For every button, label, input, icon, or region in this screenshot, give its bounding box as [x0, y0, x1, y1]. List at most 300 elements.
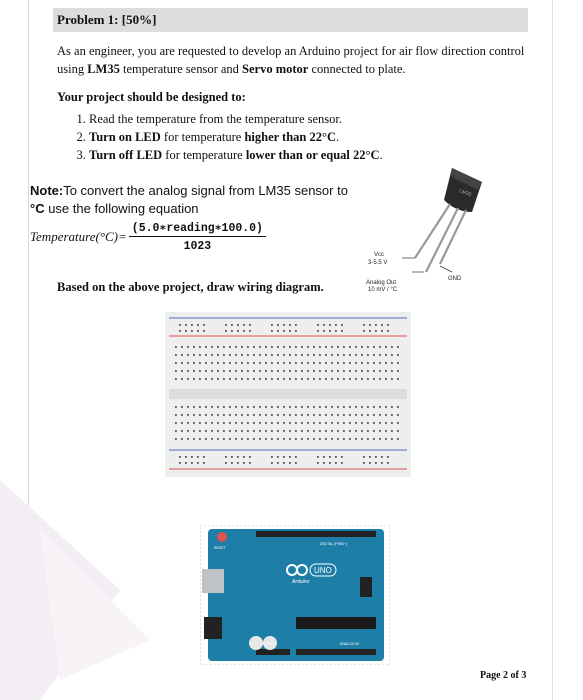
req-end: .: [379, 148, 383, 162]
breadboard-hole: [259, 378, 261, 380]
breadboard-hole: [241, 422, 243, 424]
breadboard-hole: [271, 422, 273, 424]
breadboard-hole: [385, 354, 387, 356]
breadboard-hole: [325, 378, 327, 380]
breadboard-hole: [277, 456, 279, 458]
breadboard-hole: [379, 438, 381, 440]
breadboard-hole: [199, 422, 201, 424]
breadboard-hole: [247, 370, 249, 372]
breadboard-hole: [247, 414, 249, 416]
breadboard-hole: [181, 414, 183, 416]
breadboard-hole: [361, 414, 363, 416]
label-analog-scale: 10 mV / °C: [368, 287, 398, 293]
analog-label: ANALOG IN: [340, 642, 360, 646]
breadboard-hole: [307, 362, 309, 364]
breadboard-hole: [211, 438, 213, 440]
breadboard-hole: [325, 414, 327, 416]
breadboard-hole: [181, 346, 183, 348]
temperature-formula: [30, 220, 266, 253]
breadboard-hole: [363, 324, 365, 326]
breadboard-hole: [373, 422, 375, 424]
breadboard-hole: [265, 362, 267, 364]
breadboard-hole: [199, 370, 201, 372]
breadboard-hole: [211, 422, 213, 424]
breadboard-hole: [391, 414, 393, 416]
breadboard-hole: [295, 346, 297, 348]
breadboard-hole: [175, 430, 177, 432]
intro-paragraph: [57, 42, 532, 78]
breadboard-hole: [185, 330, 187, 332]
breadboard-hole: [331, 378, 333, 380]
breadboard-hole: [373, 414, 375, 416]
breadboard-hole: [259, 414, 261, 416]
breadboard-hole: [259, 362, 261, 364]
breadboard-hole: [265, 370, 267, 372]
breadboard-hole: [369, 456, 371, 458]
breadboard-hole: [235, 346, 237, 348]
breadboard-hole: [235, 414, 237, 416]
breadboard-hole: [229, 406, 231, 408]
reset-button: [217, 532, 227, 542]
breadboard-hole: [211, 362, 213, 364]
breadboard-hole: [313, 422, 315, 424]
req-bold: Turn on LED: [89, 130, 161, 144]
breadboard-hole: [271, 430, 273, 432]
breadboard-hole: [319, 438, 321, 440]
breadboard-hole: [355, 362, 357, 364]
breadboard-hole: [289, 438, 291, 440]
breadboard-hole: [223, 414, 225, 416]
breadboard-hole: [301, 362, 303, 364]
breadboard-hole: [243, 330, 245, 332]
breadboard-hole: [187, 422, 189, 424]
breadboard-hole: [349, 422, 351, 424]
breadboard-hole: [391, 370, 393, 372]
breadboard-hole: [369, 324, 371, 326]
breadboard-hole: [335, 456, 337, 458]
breadboard-hole: [313, 370, 315, 372]
breadboard-hole: [187, 406, 189, 408]
breadboard-hole: [283, 422, 285, 424]
breadboard-hole: [217, 438, 219, 440]
breadboard-hole: [307, 354, 309, 356]
breadboard-hole: [265, 422, 267, 424]
breadboard-hole: [277, 414, 279, 416]
breadboard-hole: [397, 362, 399, 364]
breadboard-hole: [337, 406, 339, 408]
breadboard-hole: [363, 462, 365, 464]
breadboard-hole: [237, 330, 239, 332]
breadboard-hole: [349, 354, 351, 356]
breadboard-hole: [295, 378, 297, 380]
breadboard-hole: [289, 406, 291, 408]
breadboard-hole: [197, 324, 199, 326]
breadboard-hole: [185, 456, 187, 458]
breadboard-hole: [217, 414, 219, 416]
breadboard-hole: [367, 370, 369, 372]
breadboard-hole: [337, 414, 339, 416]
breadboard-hole: [199, 362, 201, 364]
breadboard-hole: [283, 438, 285, 440]
breadboard-hole: [367, 354, 369, 356]
breadboard-hole: [307, 422, 309, 424]
breadboard-hole: [211, 414, 213, 416]
breadboard-hole: [343, 370, 345, 372]
breadboard-hole: [283, 406, 285, 408]
breadboard-hole: [289, 324, 291, 326]
breadboard-hole: [253, 430, 255, 432]
breadboard-hole: [325, 406, 327, 408]
breadboard-hole: [323, 456, 325, 458]
requirement-item: [89, 128, 383, 146]
breadboard-hole: [313, 406, 315, 408]
breadboard-hole: [229, 346, 231, 348]
breadboard-hole: [367, 438, 369, 440]
breadboard-hole: [277, 462, 279, 464]
breadboard-hole: [175, 354, 177, 356]
breadboard-hole: [295, 324, 297, 326]
breadboard-hole: [373, 378, 375, 380]
breadboard-hole: [223, 438, 225, 440]
breadboard-hole: [301, 406, 303, 408]
breadboard-hole: [283, 430, 285, 432]
breadboard-hole: [247, 422, 249, 424]
breadboard-hole: [241, 414, 243, 416]
breadboard-hole: [277, 330, 279, 332]
breadboard-hole: [307, 378, 309, 380]
pin-vcc: [415, 204, 450, 258]
formula-lhs: Temperature(°C)=: [30, 228, 127, 244]
formula-numerator: (5.0∗reading∗100.0): [129, 220, 266, 237]
breadboard-hole: [283, 324, 285, 326]
breadboard-hole: [325, 346, 327, 348]
breadboard-hole: [307, 370, 309, 372]
breadboard-hole: [325, 422, 327, 424]
breadboard-hole: [249, 324, 251, 326]
breadboard-hole: [191, 330, 193, 332]
breadboard-hole: [379, 378, 381, 380]
breadboard-hole: [259, 354, 261, 356]
breadboard-hole: [343, 430, 345, 432]
breadboard-hole: [247, 346, 249, 348]
breadboard-hole: [271, 456, 273, 458]
breadboard-hole: [367, 414, 369, 416]
breadboard-hole: [385, 362, 387, 364]
breadboard-hole: [205, 370, 207, 372]
breadboard-hole: [289, 346, 291, 348]
breadboard-hole: [301, 438, 303, 440]
breadboard-hole: [295, 330, 297, 332]
intro-text-end: connected to plate.: [308, 62, 406, 76]
breadboard-hole: [199, 414, 201, 416]
intro-text: As an engineer, you are requested to develop an Arduino project for air flow direction control using: [57, 44, 525, 76]
breadboard-hole: [289, 414, 291, 416]
breadboard-hole: [235, 354, 237, 356]
breadboard-illustration: [165, 312, 411, 477]
breadboard-hole: [283, 346, 285, 348]
breadboard-hole: [241, 346, 243, 348]
breadboard-hole: [355, 422, 357, 424]
req-text: for temperature: [160, 130, 245, 144]
breadboard-hole: [175, 378, 177, 380]
breadboard-hole: [235, 438, 237, 440]
breadboard-hole: [319, 406, 321, 408]
breadboard-hole: [343, 438, 345, 440]
breadboard-hole: [193, 370, 195, 372]
breadboard-hole: [229, 422, 231, 424]
breadboard-hole: [223, 354, 225, 356]
wiring-instruction: Based on the above project, draw wiring diagram.: [57, 280, 324, 294]
breadboard-hole: [237, 456, 239, 458]
usb-port: [202, 569, 224, 593]
breadboard-hole: [235, 430, 237, 432]
breadboard-hole: [247, 430, 249, 432]
breadboard-hole: [375, 462, 377, 464]
breadboard-hole: [397, 378, 399, 380]
breadboard-hole: [231, 330, 233, 332]
intro-lm35: LM35: [87, 62, 120, 76]
breadboard-hole: [241, 438, 243, 440]
breadboard-hole: [295, 414, 297, 416]
breadboard-hole: [295, 438, 297, 440]
breadboard-hole: [225, 462, 227, 464]
breadboard-hole: [223, 406, 225, 408]
breadboard-hole: [367, 346, 369, 348]
breadboard-hole: [211, 346, 213, 348]
breadboard-hole: [301, 422, 303, 424]
arduino-brand: Arduino: [292, 579, 310, 585]
breadboard-hole: [331, 346, 333, 348]
breadboard-hole: [361, 438, 363, 440]
arduino-uno-illustration: [200, 525, 390, 665]
breadboard-hole: [313, 438, 315, 440]
breadboard-hole: [335, 324, 337, 326]
breadboard-hole: [375, 456, 377, 458]
note-block: [30, 182, 390, 218]
breadboard-hole: [379, 362, 381, 364]
breadboard-hole: [271, 370, 273, 372]
breadboard-hole: [319, 378, 321, 380]
breadboard-hole: [363, 330, 365, 332]
breadboard-hole: [205, 414, 207, 416]
breadboard-hole: [373, 370, 375, 372]
breadboard-hole: [329, 462, 331, 464]
breadboard-hole: [175, 362, 177, 364]
breadboard-hole: [259, 346, 261, 348]
breadboard-hole: [241, 378, 243, 380]
breadboard-hole: [331, 354, 333, 356]
breadboard-hole: [241, 370, 243, 372]
breadboard-hole: [259, 430, 261, 432]
breadboard-hole: [373, 362, 375, 364]
breadboard-hole: [387, 330, 389, 332]
breadboard-hole: [175, 370, 177, 372]
breadboard-hole: [289, 430, 291, 432]
req-bold: lower than or equal 22°C: [245, 148, 380, 162]
breadboard-hole: [277, 406, 279, 408]
breadboard-hole: [361, 346, 363, 348]
breadboard-hole: [265, 346, 267, 348]
label-vcc: Vcc: [374, 252, 385, 258]
breadboard-hole: [181, 378, 183, 380]
breadboard-hole: [381, 456, 383, 458]
breadboard-hole: [223, 370, 225, 372]
requirement-item: [89, 146, 383, 164]
breadboard-hole: [379, 370, 381, 372]
breadboard-hole: [205, 362, 207, 364]
requirement-item: [89, 110, 383, 128]
breadboard-hole: [361, 422, 363, 424]
breadboard-hole: [179, 462, 181, 464]
breadboard-hole: [217, 362, 219, 364]
breadboard-hole: [193, 430, 195, 432]
lm35-marking: LM35: [458, 188, 473, 199]
breadboard-hole: [181, 370, 183, 372]
breadboard-hole: [323, 324, 325, 326]
breadboard-hole: [375, 330, 377, 332]
breadboard-hole: [259, 438, 261, 440]
breadboard-hole: [243, 324, 245, 326]
breadboard-hole: [175, 414, 177, 416]
breadboard-hole: [283, 378, 285, 380]
breadboard-hole: [367, 406, 369, 408]
breadboard-hole: [325, 354, 327, 356]
breadboard-hole: [217, 370, 219, 372]
breadboard-hole: [343, 422, 345, 424]
digital-header: [256, 531, 376, 537]
breadboard-hole: [313, 354, 315, 356]
breadboard-hole: [317, 324, 319, 326]
breadboard-hole: [241, 406, 243, 408]
breadboard-hole: [355, 378, 357, 380]
breadboard-hole: [295, 354, 297, 356]
breadboard-hole: [199, 378, 201, 380]
background-watermark-shape: [0, 440, 160, 700]
breadboard-hole: [295, 406, 297, 408]
breadboard-hole: [271, 378, 273, 380]
breadboard-hole: [397, 406, 399, 408]
breadboard-hole: [205, 430, 207, 432]
breadboard-hole: [199, 354, 201, 356]
breadboard-hole: [385, 414, 387, 416]
breadboard-hole: [317, 330, 319, 332]
breadboard-hole: [241, 362, 243, 364]
breadboard-hole: [225, 456, 227, 458]
breadboard-hole: [397, 414, 399, 416]
breadboard-hole: [211, 406, 213, 408]
breadboard-hole: [355, 414, 357, 416]
breadboard-hole: [265, 414, 267, 416]
breadboard-hole: [229, 438, 231, 440]
breadboard-hole: [385, 370, 387, 372]
breadboard-hole: [197, 330, 199, 332]
breadboard-hole: [391, 430, 393, 432]
breadboard-hole: [349, 362, 351, 364]
label-gnd: GND: [448, 276, 462, 282]
breadboard-hole: [289, 370, 291, 372]
design-heading: Your project should be designed to:: [57, 90, 246, 104]
breadboard-hole: [187, 378, 189, 380]
breadboard-hole: [295, 430, 297, 432]
breadboard-hole: [175, 346, 177, 348]
breadboard-hole: [271, 406, 273, 408]
breadboard-hole: [205, 422, 207, 424]
breadboard-hole: [313, 414, 315, 416]
breadboard-hole: [187, 430, 189, 432]
breadboard-hole: [385, 406, 387, 408]
breadboard-hole: [187, 370, 189, 372]
breadboard-hole: [199, 406, 201, 408]
breadboard-hole: [367, 422, 369, 424]
breadboard-hole: [381, 324, 383, 326]
breadboard-hole: [205, 406, 207, 408]
breadboard-hole: [271, 462, 273, 464]
breadboard-hole: [349, 346, 351, 348]
power-label: POWER: [262, 642, 276, 646]
breadboard-hole: [277, 422, 279, 424]
breadboard-hole: [379, 422, 381, 424]
breadboard-hole: [223, 422, 225, 424]
breadboard-hole: [313, 378, 315, 380]
req-text: Read the temperature from the temperature sensor.: [89, 112, 343, 126]
breadboard-hole: [283, 354, 285, 356]
breadboard-hole: [337, 362, 339, 364]
breadboard-hole: [237, 462, 239, 464]
breadboard-hole: [217, 354, 219, 356]
breadboard-hole: [355, 438, 357, 440]
breadboard-hole: [197, 456, 199, 458]
breadboard-hole: [259, 422, 261, 424]
breadboard-hole: [277, 362, 279, 364]
breadboard-hole: [343, 354, 345, 356]
breadboard-hole: [229, 370, 231, 372]
breadboard-hole: [235, 370, 237, 372]
breadboard-hole: [331, 370, 333, 372]
breadboard-hole: [277, 354, 279, 356]
breadboard-hole: [381, 462, 383, 464]
breadboard-hole: [283, 362, 285, 364]
breadboard-hole: [187, 354, 189, 356]
breadboard-hole: [313, 362, 315, 364]
breadboard-hole: [375, 324, 377, 326]
breadboard-hole: [295, 422, 297, 424]
breadboard-hole: [187, 438, 189, 440]
breadboard-hole: [307, 346, 309, 348]
breadboard-hole: [337, 346, 339, 348]
breadboard-hole: [235, 406, 237, 408]
breadboard-hole: [381, 330, 383, 332]
breadboard-hole: [283, 462, 285, 464]
breadboard-hole: [361, 406, 363, 408]
breadboard-hole: [283, 414, 285, 416]
breadboard-hole: [301, 414, 303, 416]
breadboard-hole: [223, 362, 225, 364]
breadboard-hole: [329, 456, 331, 458]
breadboard-hole: [179, 324, 181, 326]
breadboard-hole: [301, 346, 303, 348]
breadboard-hole: [331, 430, 333, 432]
breadboard-hole: [235, 362, 237, 364]
breadboard-hole: [391, 362, 393, 364]
breadboard-hole: [193, 406, 195, 408]
breadboard-hole: [361, 370, 363, 372]
breadboard-hole: [205, 378, 207, 380]
breadboard-hole: [387, 462, 389, 464]
breadboard-hole: [319, 422, 321, 424]
breadboard-hole: [331, 362, 333, 364]
power-header: [256, 649, 290, 655]
breadboard-hole: [295, 370, 297, 372]
